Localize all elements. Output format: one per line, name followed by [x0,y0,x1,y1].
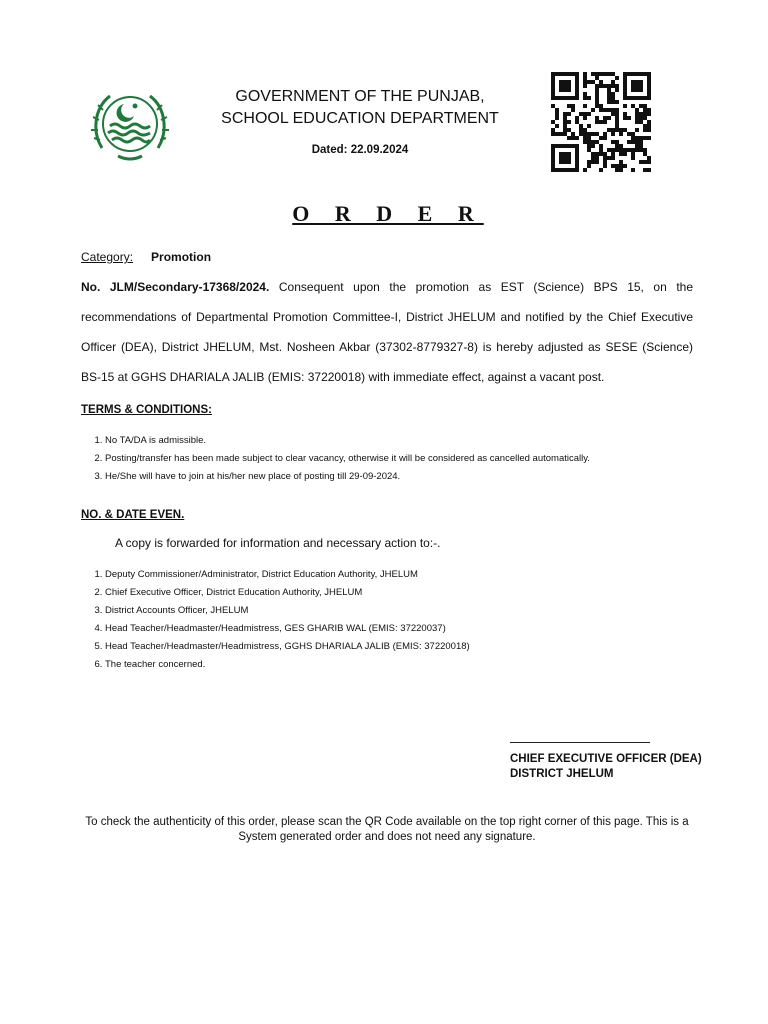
order-body [81,272,693,392]
signature-block [510,752,702,782]
list-item: 6. The teacher concerned. [105,656,725,674]
category-row [81,250,211,264]
punjab-emblem-icon [88,82,172,166]
list-item: 2. Posting/transfer has been made subject to clear vacancy, otherwise it will be considered as cancelled automatically. [105,450,725,468]
copies-intro: A copy is forwarded for information and necessary action to:-. [115,536,441,550]
copies-section [81,509,184,521]
document-header [200,86,520,130]
copies-list [75,566,725,674]
list-item: 5. Head Teacher/Headmaster/Headmistress, GGHS DHARIALA JALIB (EMIS: 37220018) [105,638,725,656]
order-number: No. JLM/Secondary-17368/2024. [81,280,270,294]
list-item: 4. Head Teacher/Headmaster/Headmistress, GES GHARIB WAL (EMIS: 37220037) [105,620,725,638]
qr-code-icon [551,72,651,172]
list-item: 1. Deputy Commissioner/Administrator, District Education Authority, JHELUM [105,566,725,584]
terms-list [75,432,725,486]
category-value: Promotion [151,250,212,264]
category-label: Category: [81,250,134,264]
header-line-2: SCHOOL EDUCATION DEPARTMENT [221,110,499,127]
signatory-district: DISTRICT JHELUM [510,768,614,780]
order-date: Dated: 22.09.2024 [311,144,409,156]
list-item: 3. He/She will have to join at his/her new place of posting till 29-09-2024. [105,468,725,486]
header-line-1: GOVERNMENT OF THE PUNJAB, [235,88,485,105]
order-text: Consequent upon the promotion as EST (Science) BPS 15, on the recommendations of Departmental Promotion Committee-I, District JHELUM and notified by the Chief Executive Officer (DEA), District JHELUM, Mst. Nosheen Akbar (37302-8779327-8) is hereby adjusted as SESE (Science) BS-15 at GGHS DHARIALA JALIB (EMIS: 37220018) with immediate effect, against a vacant post. [81,280,694,384]
copies-heading: NO. & DATE EVEN. [81,509,185,521]
order-title: O R D E R [292,201,484,226]
terms-section [81,404,212,416]
signatory-title: CHIEF EXECUTIVE OFFICER (DEA) [510,753,702,765]
terms-heading: TERMS & CONDITIONS: [81,404,212,416]
list-item: 2. Chief Executive Officer, District Education Authority, JHELUM [105,584,725,602]
list-item: 1. No TA/DA is admissible. [105,432,725,450]
signature-line [510,742,650,743]
authenticity-note: To check the authenticity of this order, please scan the QR Code available on the top right corner of this page. This is a System generated order and does not need any signature. [85,816,689,843]
list-item: 3. District Accounts Officer, JHELUM [105,602,725,620]
